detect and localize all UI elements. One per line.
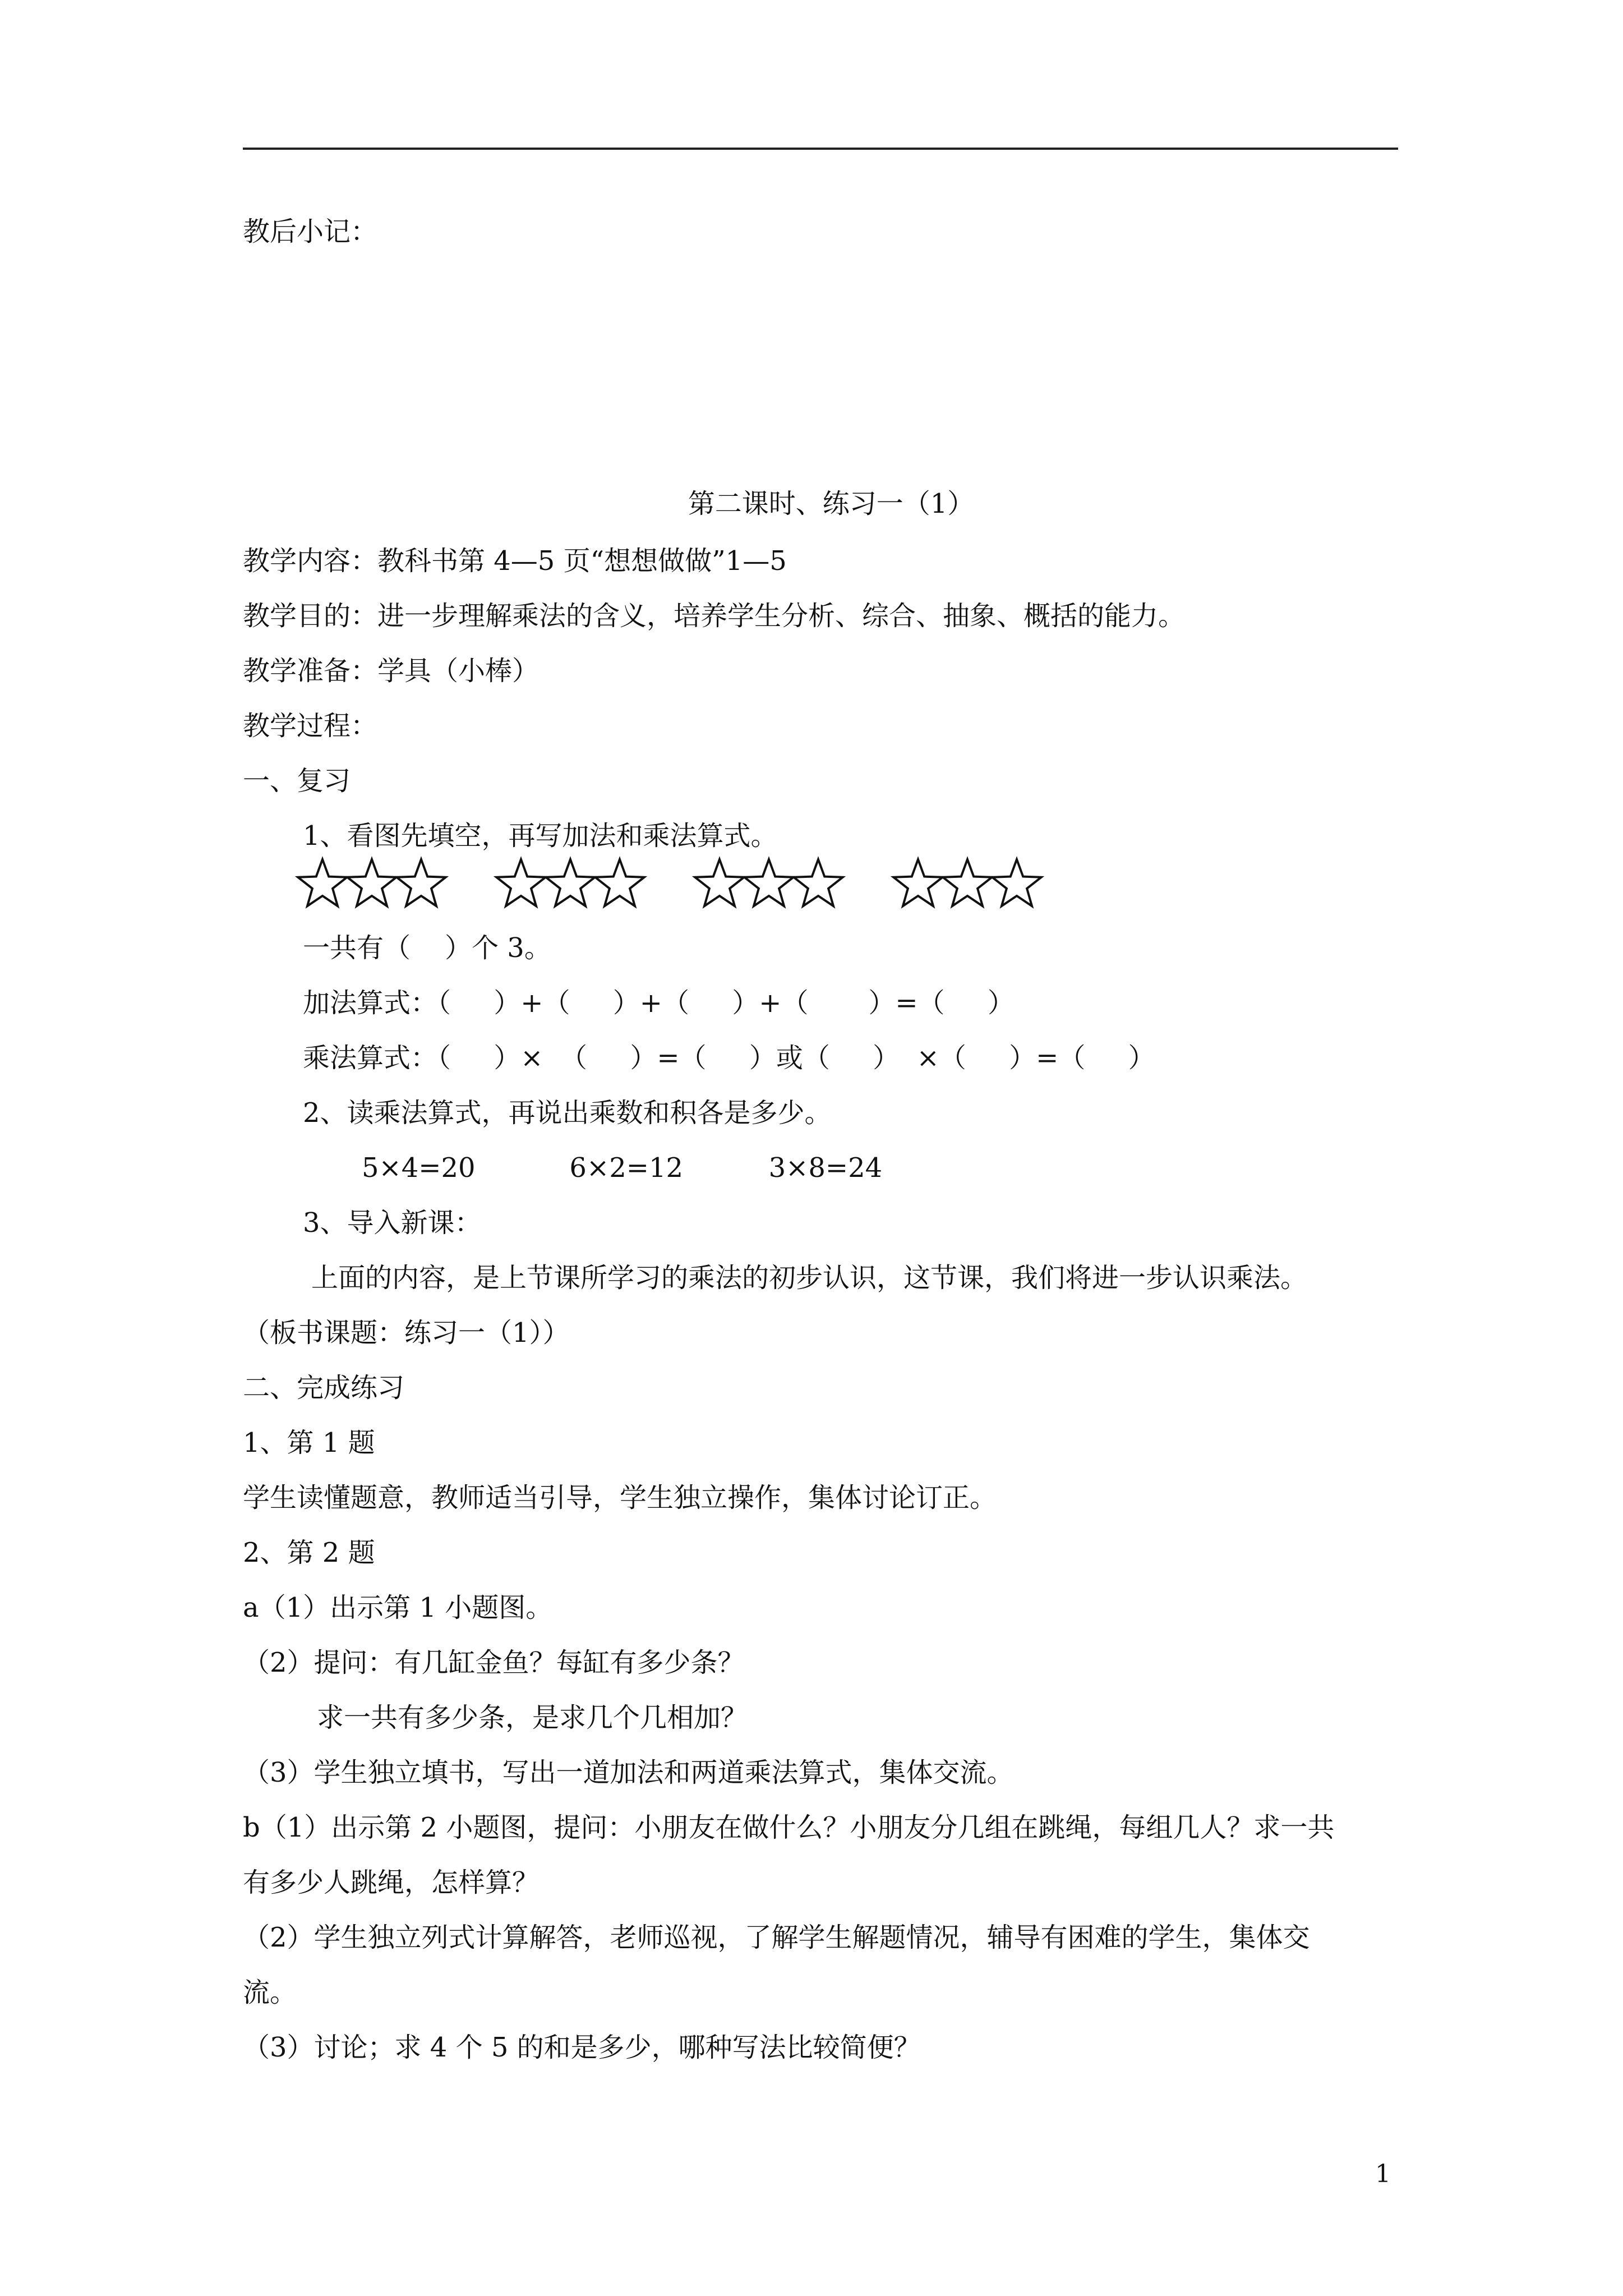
step-b2-line2: 流。 (243, 1977, 297, 2008)
review-item-3: 3、导入新课： (303, 1207, 482, 1239)
step-a3: （3）学生独立填书，写出一道加法和两道乘法算式，集体交流。 (243, 1757, 1014, 1788)
star-icon (546, 859, 594, 906)
star-icon (992, 859, 1041, 906)
teaching-prep: 教学准备：学具（小棒） (243, 655, 540, 687)
star-icon (943, 859, 992, 906)
teaching-goal: 教学目的：进一步理解乘法的含义，培养学生分析、综合、抽象、概括的能力。 (243, 600, 1186, 632)
addition-formula-line: 加法算式：（ ）+（ ）+（ ）+（ ）=（ ） (303, 987, 1015, 1019)
step-b2-line1: （2）学生独立列式计算解答，老师巡视，了解学生解题情况，辅导有困难的学生，集体交 (243, 1922, 1310, 1953)
header-rule (243, 148, 1398, 150)
teaching-process: 教学过程： (243, 710, 378, 742)
star-icon (695, 859, 744, 906)
step-a1: a（1）出示第 1 小题图。 (243, 1592, 553, 1623)
total-groups-line: 一共有（ ）个 3。 (303, 932, 551, 964)
lesson-title: 第二课时、练习一（1） (688, 488, 975, 519)
review-item-1: 1、看图先填空，再写加法和乘法算式。 (303, 820, 778, 852)
section-review-heading: 一、复习 (243, 765, 351, 797)
question-2-label: 2、第 2 题 (243, 1537, 375, 1568)
multiplication-formula-line: 乘法算式：（ ）× （ ）=（ ）或（ ） ×（ ）=（ ） (303, 1042, 1155, 1074)
step-b3: （3）讨论；求 4 个 5 的和是多少，哪种写法比较简便？ (243, 2032, 921, 2063)
star-icon (396, 859, 445, 906)
intro-board-title: （板书课题：练习一（1）） (243, 1317, 570, 1349)
star-icon (595, 859, 644, 906)
star-icon (496, 859, 545, 906)
intro-paragraph: 上面的内容，是上节课所学习的乘法的初步认识，这节课，我们将进一步认识乘法。 (311, 1262, 1308, 1294)
star-icon (347, 859, 396, 906)
star-icon (744, 859, 793, 906)
question-1-label: 1、第 1 题 (243, 1427, 375, 1458)
page-number: 1 (1375, 2160, 1391, 2188)
star-icon (893, 859, 942, 906)
multiplication-equations: 5×4=20 6×2=12 3×8=24 (362, 1152, 883, 1184)
teaching-content: 教学内容：教科书第 4—5 页“想想做做”1—5 (243, 545, 787, 577)
question-1-text: 学生读懂题意，教师适当引导，学生独立操作，集体讨论订正。 (243, 1482, 997, 1513)
star-icon (298, 859, 347, 906)
step-b1-line2: 有多少人跳绳，怎样算？ (243, 1867, 540, 1898)
star-groups (294, 853, 1080, 914)
step-a2-followup: 求一共有多少条，是求几个几相加？ (317, 1702, 748, 1733)
section-practice-heading: 二、完成练习 (243, 1372, 405, 1404)
teaching-notes-label: 教后小记： (243, 216, 378, 247)
step-b1-line1: b（1）出示第 2 小题图，提问：小朋友在做什么？小朋友分几组在跳绳，每组几人？求一共 (243, 1812, 1335, 1843)
step-a2: （2）提问：有几缸金鱼？每缸有多少条？ (243, 1647, 745, 1678)
star-icon (794, 859, 842, 906)
review-item-2: 2、读乘法算式，再说出乘数和积各是多少。 (303, 1097, 832, 1129)
